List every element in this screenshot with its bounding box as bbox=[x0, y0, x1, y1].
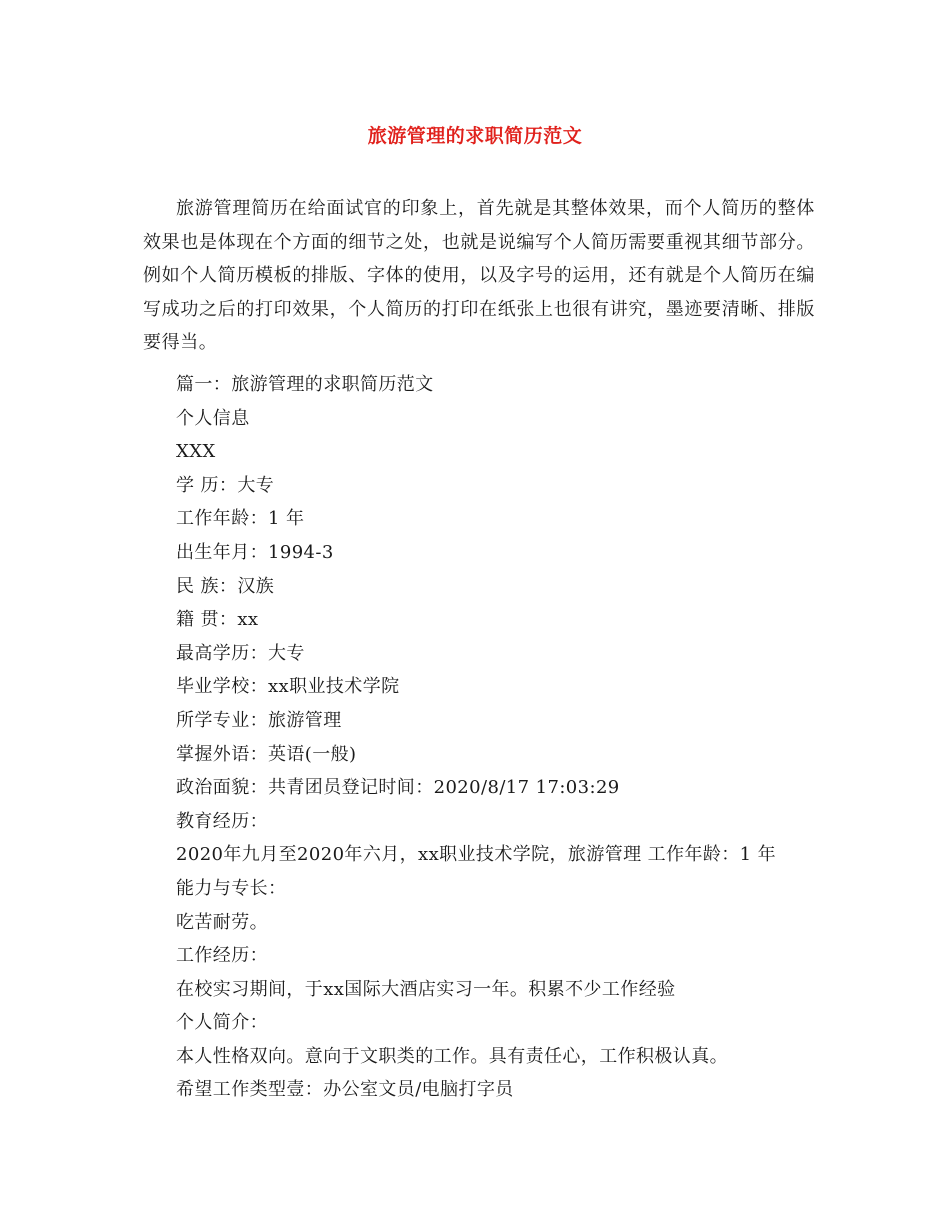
profile-heading: 个人简介： bbox=[176, 1012, 268, 1034]
skills-line: 吃苦耐劳。 bbox=[176, 911, 268, 933]
desired-job-line: 希望工作类型壹：办公室文员/电脑打字员 bbox=[176, 1079, 514, 1101]
education-history-line: 2020年九月至2020年六月，xx职业技术学院，旅游管理 工作年龄：1 年 bbox=[176, 844, 777, 866]
education-history-heading: 教育经历： bbox=[176, 810, 268, 832]
political-status-line: 政治面貌：共青团员登记时间：2020/8/17 17:03:29 bbox=[176, 777, 620, 799]
name-line: XXX bbox=[176, 441, 216, 463]
info-heading: 个人信息 bbox=[176, 407, 250, 429]
major-line: 所学专业：旅游管理 bbox=[176, 709, 342, 731]
ethnicity-line: 民 族：汉族 bbox=[176, 575, 275, 597]
resume-lines bbox=[176, 368, 856, 1107]
hometown-line: 籍 贯：xx bbox=[176, 609, 259, 631]
section-heading: 篇一：旅游管理的求职简历范文 bbox=[176, 374, 434, 395]
school-line: 毕业学校：xx职业技术学院 bbox=[176, 676, 400, 698]
intro-paragraph: 旅游管理简历在给面试官的印象上，首先就是其整体效果，而个人简历的整体效果也是体现在个方面的细节之处，也就是说编写个人简历需要重视其细节部分。例如个人简历模板的排版、字体的使用，以及字号的运用，还有就是个人简历在编写成功之后的打印效果，个人简历的打印在纸张上也很有讲究，墨迹要清晰、排版要得当。 bbox=[143, 198, 815, 353]
language-line: 掌握外语：英语(一般) bbox=[176, 743, 357, 765]
work-history-line: 在校实习期间，于xx国际大酒店实习一年。积累不少工作经验 bbox=[176, 978, 676, 1000]
education-level-line: 学 历：大专 bbox=[176, 474, 275, 496]
birth-date-line: 出生年月：1994-3 bbox=[176, 541, 334, 563]
profile-line: 本人性格双向。意向于文职类的工作。具有责任心，工作积极认真。 bbox=[176, 1045, 728, 1067]
highest-degree-line: 最高学历：大专 bbox=[176, 642, 305, 664]
work-history-heading: 工作经历： bbox=[176, 945, 268, 967]
document-title: 旅游管理的求职简历范文 bbox=[367, 125, 583, 147]
skills-heading: 能力与专长： bbox=[176, 877, 287, 899]
work-years-line: 工作年龄：1 年 bbox=[176, 508, 305, 530]
